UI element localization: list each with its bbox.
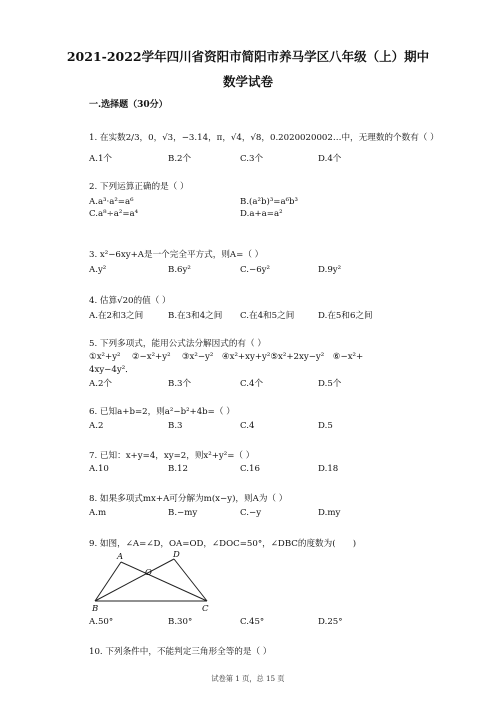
question-5-stem-line2: ①x²+y² ②−x²+y² ③x²−y² ④x²+xy+y²⑤x²+2xy−y² ⑥−x²+ xyxy=(89,352,364,362)
option-d: D.18 xyxy=(318,464,339,474)
question-5-stem: 5. 下列多项式，能用公式法分解因式的有（ ） xyxy=(89,339,266,349)
option-d: D.my xyxy=(318,508,341,518)
question-9-stem: 9. 如图，∠A=∠D，OA=OD，∠DOC=50°，∠DBC的度数为( ) xyxy=(89,539,357,549)
option-d: D.在5和6之间 xyxy=(318,311,373,321)
option-d: D.5个 xyxy=(318,379,342,389)
label-b: B xyxy=(92,604,99,614)
question-7-options xyxy=(89,464,409,476)
option-a: A.1个 xyxy=(89,154,112,164)
option-b: B.(a²b)³=a⁶b³ xyxy=(240,197,298,207)
question-5-stem-line3: 4xy−4y²． xyxy=(89,365,134,375)
question-4-options xyxy=(89,309,409,321)
label-d: D xyxy=(173,550,180,560)
geometry-figure xyxy=(90,548,220,614)
option-b: B.12 xyxy=(168,464,188,474)
question-1-options xyxy=(89,152,409,164)
option-a: A.在2和3之间 xyxy=(89,311,144,321)
option-a: A.a³·a²=a⁶ xyxy=(89,197,134,207)
option-b: B.3 xyxy=(168,421,183,431)
option-b: B.6y² xyxy=(168,265,191,275)
option-c: C.4个 xyxy=(240,379,264,389)
segment-cd xyxy=(174,559,207,601)
option-a: A.y² xyxy=(89,265,107,275)
option-a: A.m xyxy=(89,508,107,518)
question-6-options xyxy=(89,421,409,433)
exam-title-line2: 数学试卷 xyxy=(222,74,273,89)
option-b: B.−my xyxy=(168,508,198,518)
option-c: C.45° xyxy=(240,617,265,627)
option-c: C.4 xyxy=(240,421,255,431)
question-2-options-row1 xyxy=(89,197,409,209)
option-a: A.2个 xyxy=(89,379,112,389)
page-footer: 试卷第 1 页，总 15 页 xyxy=(211,674,285,683)
option-a: A.2 xyxy=(89,421,104,431)
question-6-stem: 6. 已知a+b=2，则a²−b²+4b=（ ） xyxy=(89,407,235,417)
option-b: B.3个 xyxy=(168,379,192,389)
question-1-stem: 1. 在实数2/3，0，√3，−3.14，π，√4，√8，0.2020020002…中，无理数的个数有（ ） xyxy=(89,133,439,143)
option-c: C.3个 xyxy=(240,154,264,164)
option-d: D.25° xyxy=(318,617,343,627)
section-heading: 一.选择题（30分） xyxy=(89,100,168,110)
option-a: A.50° xyxy=(89,617,114,627)
label-c: C xyxy=(202,604,209,614)
exam-title-line1: 2021-2022学年四川省资阳市简阳市养马学区八年级（上）期中 xyxy=(66,49,430,64)
question-2-stem: 2. 下列运算正确的是（ ） xyxy=(89,182,189,192)
option-a: A.10 xyxy=(89,464,109,474)
option-b: B.30° xyxy=(168,617,193,627)
question-5-options xyxy=(89,377,409,389)
segment-ac xyxy=(121,562,207,601)
option-c: C.a⁸÷a²=a⁴ xyxy=(89,209,139,219)
question-8-options xyxy=(89,508,409,520)
label-o: O xyxy=(145,568,152,578)
question-3-stem: 3. x²−6xy+A是一个完全平方式，则A=（ ） xyxy=(89,250,264,260)
question-7-stem: 7. 已知：x+y=4，xy=2，则x²+y²=（ ） xyxy=(89,451,255,461)
question-3-options xyxy=(89,265,409,277)
option-c: C.−6y² xyxy=(240,265,270,275)
label-a: A xyxy=(117,552,124,562)
question-4-stem: 4. 估算√20的值（ ） xyxy=(89,296,171,306)
segment-db xyxy=(95,559,174,601)
option-b: B.2个 xyxy=(168,154,192,164)
question-9-options xyxy=(89,617,409,629)
option-c: C.−y xyxy=(240,508,262,518)
question-2-options-row2 xyxy=(89,209,409,221)
question-10-stem: 10. 下列条件中，不能判定三角形全等的是（ ） xyxy=(89,647,272,657)
option-d: D.9y² xyxy=(318,265,342,275)
option-d: D.5 xyxy=(318,421,333,431)
option-c: C.在4和5之间 xyxy=(240,311,295,321)
question-8-stem: 8. 如果多项式mx+A可分解为m(x−y)，则A为（ ） xyxy=(89,494,288,504)
segment-ab xyxy=(95,562,121,601)
option-d: D.4个 xyxy=(318,154,342,164)
option-d: D.a+a=a² xyxy=(240,209,283,219)
option-c: C.16 xyxy=(240,464,260,474)
option-b: B.在3和4之间 xyxy=(168,311,223,321)
